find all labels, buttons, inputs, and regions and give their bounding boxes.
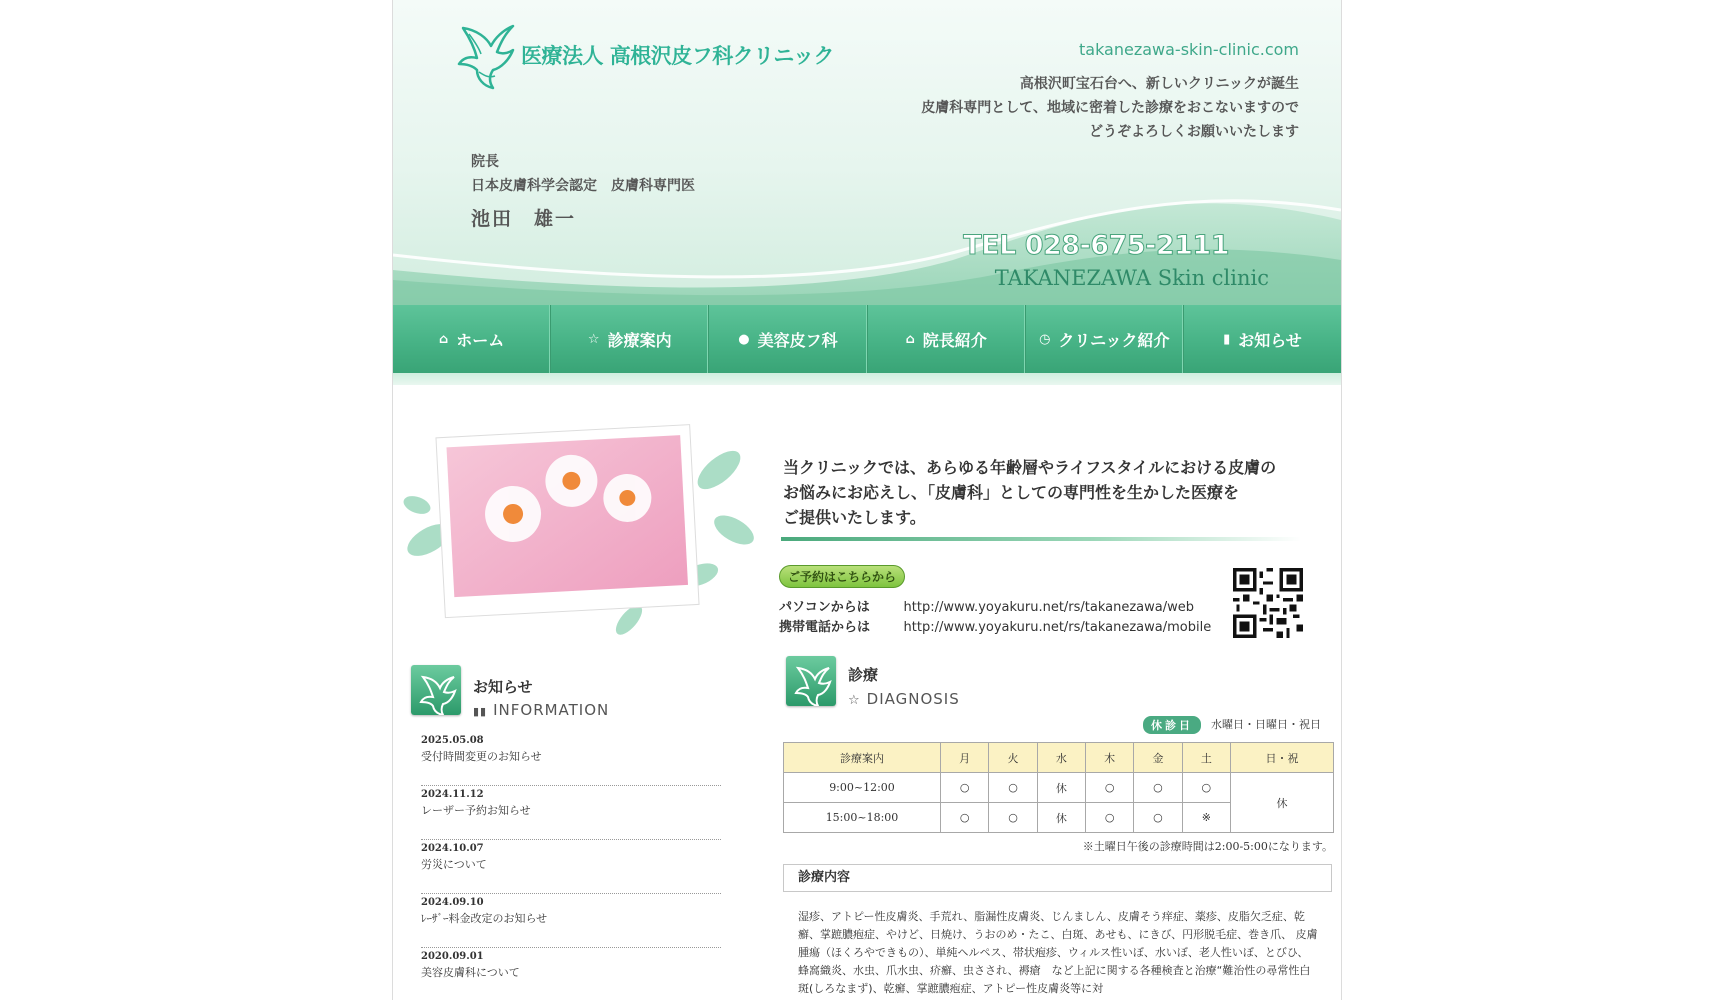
diagnosis-section-title: 診療	[848, 666, 879, 684]
hours-time: 9:00~12:00	[784, 773, 941, 803]
news-item[interactable]	[421, 894, 721, 948]
nav-item-label: お知らせ	[1238, 330, 1302, 350]
bar-chart-icon: ▮▮	[473, 705, 488, 718]
hours-note: ※土曜日午後の診療時間は2:00-5:00になります。	[1082, 840, 1333, 853]
hours-cell: ○	[1134, 773, 1182, 803]
diagnosis-subtitle-text: DIAGNOSIS	[866, 690, 960, 708]
news-item[interactable]	[421, 840, 721, 894]
hours-row	[784, 773, 1334, 803]
hours-table	[783, 742, 1334, 833]
nav-shadow-strip	[393, 373, 1341, 385]
nav-item-label: 美容皮フ科	[757, 330, 838, 350]
tagline	[921, 72, 1299, 144]
dove-logo-icon	[455, 20, 517, 90]
reservation-mobile-row	[779, 616, 1211, 635]
news-list	[421, 732, 721, 1000]
hours-cell: 休	[1037, 773, 1085, 803]
closed-day-badge: 休診日	[1143, 716, 1201, 734]
nav-item-director[interactable]	[868, 305, 1026, 373]
news-section-icon	[411, 665, 461, 715]
closed-days-text: 水曜日・日曜日・祝日	[1211, 718, 1321, 731]
nav-item-home[interactable]	[393, 305, 551, 373]
news-date: 2024.09.10	[421, 897, 484, 908]
hours-header: 土	[1182, 743, 1230, 773]
intro-divider	[781, 537, 1301, 541]
flower-photo	[399, 410, 764, 635]
news-date: 2020.09.01	[421, 951, 484, 962]
nav-item-label: クリニック紹介	[1058, 330, 1170, 350]
hours-cell: ○	[1134, 803, 1182, 833]
hours-cell: ※	[1182, 803, 1230, 833]
news-title[interactable]: ﾚｰｻﾞｰ料金改定のお知らせ	[421, 912, 548, 925]
hours-header: 火	[989, 743, 1037, 773]
tagline-line: どうぞよろしくお願いいたします	[1089, 124, 1299, 140]
hours-sunday-cell: 休	[1231, 773, 1334, 833]
news-subtitle-text: INFORMATION	[493, 701, 610, 719]
tagline-line: 皮膚科専門として、地域に密着した診療をおこないますので	[921, 100, 1299, 116]
hours-time: 15:00~18:00	[784, 803, 941, 833]
hours-header: 月	[941, 743, 989, 773]
nav-item-label: 診療案内	[607, 330, 672, 350]
news-date: 2025.05.08	[421, 735, 484, 746]
nav-item-news[interactable]	[1184, 305, 1341, 373]
clinic-english-name: TAKANEZAWA Skin clinic	[994, 266, 1269, 290]
intro-line: 当クリニックでは、あらゆる年齢層やライフスタイルにおける皮膚の	[783, 458, 1277, 477]
reservation-mobile-label: 携帯電話からは	[779, 620, 871, 635]
reservation-pc-label: パソコンからは	[779, 600, 870, 615]
page	[392, 0, 1342, 1000]
main-nav	[393, 305, 1341, 373]
diagnosis-section-subtitle	[848, 690, 960, 708]
nav-item-label: 院長紹介	[922, 330, 987, 350]
reservation-mobile-link[interactable]: http://www.yoyakuru.net/rs/takanezawa/mobile	[903, 620, 1212, 635]
hours-header: 水	[1037, 743, 1085, 773]
news-title[interactable]: レーザー予約お知らせ	[421, 804, 531, 817]
news-title[interactable]: 美容皮膚科について	[421, 966, 520, 979]
hours-cell: ○	[1085, 773, 1133, 803]
news-item[interactable]	[421, 948, 721, 1000]
content-heading: 診療内容	[783, 864, 1332, 892]
news-title[interactable]: 受付時間変更のお知らせ	[421, 750, 542, 763]
hours-cell: ○	[1182, 773, 1230, 803]
bar-chart-icon: ▮	[1223, 331, 1231, 347]
doctor-cert: 日本皮膚科学会認定 皮膚科専門医	[471, 178, 695, 194]
person-icon: ●	[738, 331, 750, 347]
hours-header-row	[784, 743, 1334, 773]
nav-item-clinic[interactable]	[1026, 305, 1184, 373]
hours-header: 日・祝	[1231, 743, 1334, 773]
hours-cell: ○	[989, 773, 1037, 803]
news-date: 2024.11.12	[421, 789, 484, 800]
hours-cell: ○	[941, 773, 989, 803]
reservation-pc-link[interactable]: http://www.yoyakuru.net/rs/takanezawa/web	[903, 600, 1195, 615]
doctor-role: 院長	[471, 154, 499, 170]
hours-header: 木	[1085, 743, 1133, 773]
star-icon: ☆	[587, 331, 600, 347]
tagline-line: 高根沢町宝石台へ、新しいクリニックが誕生	[1019, 76, 1299, 92]
hours-cell: ○	[941, 803, 989, 833]
site-header	[393, 0, 1341, 305]
nav-item-label: ホーム	[456, 330, 505, 350]
news-title[interactable]: 労災について	[421, 858, 487, 871]
nav-item-cosmetic[interactable]	[709, 305, 867, 373]
hours-cell: ○	[1085, 803, 1133, 833]
telephone-number[interactable]: TEL 028-675-2111	[963, 230, 1229, 261]
hours-header: 診療案内	[784, 743, 941, 773]
news-item[interactable]	[421, 732, 721, 786]
reservation-badge: ご予約はこちらから	[779, 565, 905, 588]
hours-cell: ○	[989, 803, 1037, 833]
nav-item-diagnosis[interactable]	[551, 305, 709, 373]
qr-code-icon	[1233, 568, 1303, 638]
clinic-name: 医療法人 高根沢皮フ科クリニック	[521, 44, 835, 68]
hours-header: 金	[1134, 743, 1182, 773]
hours-cell: 休	[1037, 803, 1085, 833]
news-section-subtitle	[473, 701, 609, 719]
dove-icon	[411, 665, 461, 715]
site-url: takanezawa-skin-clinic.com	[1078, 40, 1299, 59]
clock-icon: ◷	[1039, 331, 1051, 347]
home-icon: ⌂	[438, 331, 449, 347]
house-icon: ⌂	[905, 331, 915, 347]
dove-icon	[786, 656, 836, 706]
star-icon: ☆	[848, 693, 861, 708]
logo[interactable]	[455, 20, 834, 90]
news-item[interactable]	[421, 786, 721, 840]
intro-line: ご提供いたします。	[783, 508, 926, 527]
news-section-title: お知らせ	[473, 678, 533, 696]
news-date: 2024.10.07	[421, 843, 484, 854]
content-body: 湿疹、アトピー性皮膚炎、手荒れ、脂漏性皮膚炎、じんましん、皮膚そう痒症、薬疹、皮脂欠乏症、乾癬、掌蹠膿疱症、やけど、日焼け、うおのめ・たこ、白斑、あせも、にきび、円形脱毛症、巻き爪、 皮膚腫瘍（ほくろやできもの）、単純ヘルペス、帯状疱疹、ウィルス性いぼ、水いぼ、老人性いぼ、とびひ、蜂窩織炎、水虫、爪水虫、疥癬、虫さされ、褥瘡 など上記に関する各種検査と治療“難治性の尋常性白斑(しろなまず)、乾癬、掌蹠膿疱症、アトピー性皮膚炎等に対	[798, 910, 1318, 995]
doctor-name: 池田 雄一	[471, 208, 577, 230]
diagnosis-section-icon	[786, 656, 836, 706]
reservation-pc-row	[779, 596, 1194, 615]
intro-line: お悩みにお応えし、「皮膚科」としての専門性を生かした医療を	[783, 483, 1240, 502]
intro-text	[783, 455, 1276, 530]
